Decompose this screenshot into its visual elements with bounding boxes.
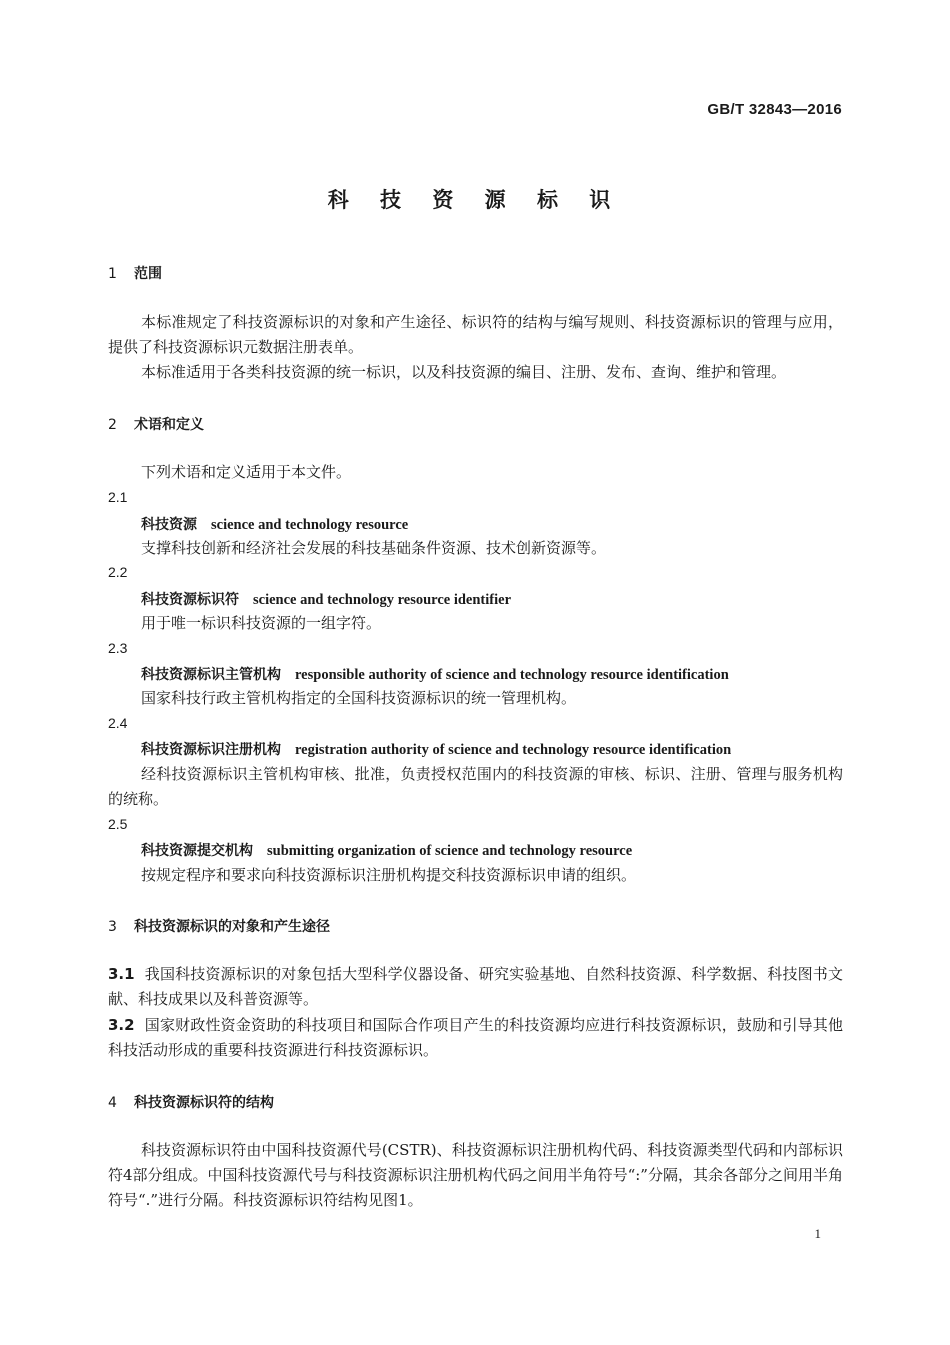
section-number: 1 xyxy=(108,266,117,282)
term-number: 2.1 xyxy=(108,489,128,505)
paragraph: 本标准适用于各类科技资源的统一标识，以及科技资源的编目、注册、发布、查询、维护和管理。 xyxy=(141,363,787,381)
section-number: 2 xyxy=(108,417,117,433)
term-heading xyxy=(141,589,511,609)
term-heading xyxy=(141,739,731,759)
document-title: 科 技 资 源 标 识 xyxy=(327,188,623,212)
paragraph: 科技资源标识符由中国科技资源代号(CSTR)、科技资源标识注册机构代码、科技资源类型代码和内部标识符4部分组成。中国科技资源代号与科技资源标识注册机构代码之间用半角符号“:”分隔，其余各部分之间用半角符号“.”进行分隔。科技资源标识符结构见图1。 xyxy=(108,1141,843,1209)
term-heading xyxy=(141,664,729,684)
section-number: 4 xyxy=(108,1095,117,1111)
term-en: responsible authority of science and technology resource identification xyxy=(295,667,729,683)
term-zh: 科技资源标识注册机构 xyxy=(141,742,281,758)
term-number: 2.5 xyxy=(108,816,128,832)
clause-number: 3.1 xyxy=(108,965,135,983)
page-number: 1 xyxy=(814,1226,821,1241)
clause-paragraph xyxy=(108,1013,843,1063)
paragraph: 下列术语和定义适用于本文件。 xyxy=(141,463,352,481)
section-1-heading xyxy=(108,263,162,283)
clause-number: 3.2 xyxy=(108,1016,135,1034)
section-title: 科技资源标识的对象和产生途径 xyxy=(134,919,330,935)
term-definition: 经科技资源标识主管机构审核、批准，负责授权范围内的科技资源的审核、标识、注册、管理与服务机构的统称。 xyxy=(108,765,843,808)
term-number: 2.2 xyxy=(108,564,128,580)
term-en: submitting organization of science and technology resource xyxy=(267,843,633,859)
term-definition: 支撑科技创新和经济社会发展的科技基础条件资源、技术创新资源等。 xyxy=(141,539,607,557)
term-number: 2.4 xyxy=(108,715,128,731)
term-en: registration authority of science and technology resource identification xyxy=(295,742,732,758)
clause-text: 国家财政性资金资助的科技项目和国际合作项目产生的科技资源均应进行科技资源标识，鼓励和引导其他科技活动形成的重要科技资源进行科技资源标识。 xyxy=(108,1016,843,1059)
term-en: science and technology resource xyxy=(211,517,409,533)
section-number: 3 xyxy=(108,919,117,935)
term-en: science and technology resource identifier xyxy=(253,592,512,608)
clause-paragraph xyxy=(108,962,843,1012)
section-title: 范围 xyxy=(134,266,162,282)
term-definition: 用于唯一标识科技资源的一组字符。 xyxy=(141,614,382,632)
section-title: 术语和定义 xyxy=(134,417,204,433)
clause-text: 我国科技资源标识的对象包括大型科学仪器设备、研究实验基地、自然科技资源、科学数据、科技图书文献、科技成果以及科普资源等。 xyxy=(108,965,843,1008)
term-definition: 国家科技行政主管机构指定的全国科技资源标识的统一管理机构。 xyxy=(141,689,577,707)
term-definition: 按规定程序和要求向科技资源标识注册机构提交科技资源标识申请的组织。 xyxy=(141,866,637,884)
term-zh: 科技资源 xyxy=(141,517,197,533)
paragraph: 本标准规定了科技资源标识的对象和产生途径、标识符的结构与编写规则、科技资源标识的管理与应用，提供了科技资源标识元数据注册表单。 xyxy=(108,313,843,356)
standard-code: GB/T 32843—2016 xyxy=(707,101,842,118)
term-heading xyxy=(141,840,632,860)
section-title: 科技资源标识符的结构 xyxy=(134,1095,274,1111)
term-zh: 科技资源标识主管机构 xyxy=(141,667,281,683)
section-3-heading xyxy=(108,916,330,936)
term-zh: 科技资源提交机构 xyxy=(141,843,253,859)
term-number: 2.3 xyxy=(108,640,128,656)
term-heading xyxy=(141,514,408,534)
section-4-heading xyxy=(108,1092,274,1112)
term-zh: 科技资源标识符 xyxy=(141,592,239,608)
section-2-heading xyxy=(108,414,204,434)
